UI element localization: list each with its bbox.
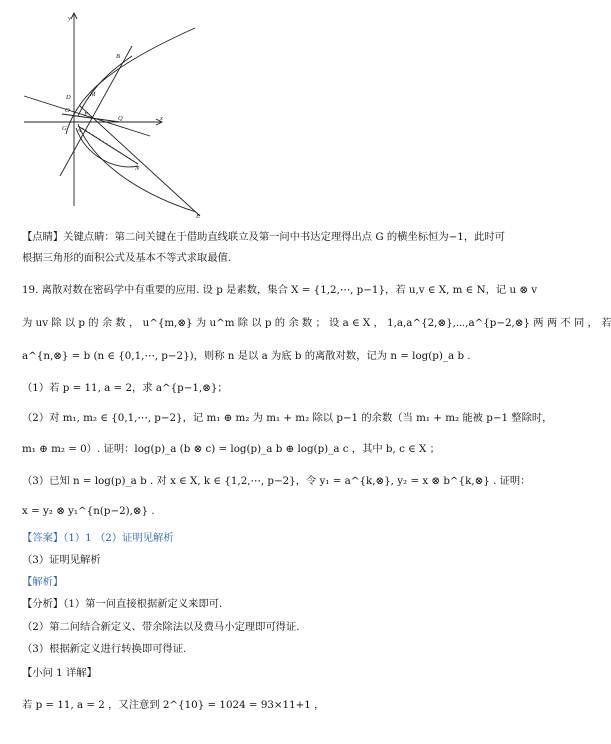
lower-inner-curve [76, 128, 138, 167]
part-2-line-2: m₁ ⊕ m₂ = 0）. 证明：log(p)_a (b ⊗ c) = log(p)_a b ⊕ log(p)_a c ，其中 b, c ∈ X ； [22, 443, 440, 455]
upper-curve [66, 28, 195, 134]
label-b: B [116, 53, 120, 60]
analysis-line-2: （2）第二问结合新定义、带余除法以及费马小定理即可得证. [22, 621, 300, 633]
part-3-line-1: （3）已知 n = log(p)_a b . 对 x ∈ X, k ∈ {1,2,⋯, p−2}，令 y₁ = a^{k,⊗}, y₂ = x ⊗ b^{k,⊗} . 证明： [22, 475, 531, 487]
problem-19-line-1: 19. 离散对数在密码学中有重要的应用. 设 p 是素数，集合 X = {1,2,⋯, p−1}，若 u,v ∈ X, m ∈ N，记 u ⊗ v [22, 284, 538, 296]
dianjing-line-2: 根据三角形的面积公式及基本不等式求取最值. [22, 252, 232, 264]
dianjing-line-1: 【点睛】关键点睛：第二问关键在于借助直线联立及第一问中书达定理得出点 G 的横坐标恒为−1，此时可 [22, 231, 506, 243]
part-3-line-2: x = y₂ ⊗ y₁^{n(p−2),⊗} . [22, 505, 155, 517]
sub-question-1-line-1: 若 p = 11, a = 2 ，又注意到 2^{10} = 1024 = 93×11+1 ， [22, 699, 325, 711]
label-m: M [90, 91, 96, 98]
label-a: A [77, 127, 81, 134]
label-e: E [196, 213, 200, 220]
analysis-line-1: 【分析】（1）第一问直接根据新定义来即可. [22, 598, 223, 610]
label-q: Q [118, 115, 123, 122]
label-x: x [160, 115, 163, 122]
part-1: （1）若 p = 11, a = 2，求 a^{p−1,⊗}； [22, 382, 228, 394]
label-d: D [66, 94, 71, 101]
label-g: G [62, 125, 67, 132]
problem-19-line-2: 为 uv 除 以 p 的 余 数 ， u^{m,⊗} 为 u^m 除 以 p 的 余 数 ； 设 a ∈ X ， 1,a,a^{2,⊗},⋯,a^{p−2,⊗} 两 两 不 同 ， 若 [22, 317, 611, 329]
analysis-line-3: （3）根据新定义进行转换即可得证. [22, 643, 187, 655]
sub-question-1-heading: 【小问 1 详解】 [22, 667, 97, 679]
label-f: F [84, 111, 88, 118]
jiexi-heading: 【解析】 [22, 576, 64, 588]
label-n: N [135, 165, 140, 172]
label-y: y [68, 15, 71, 22]
label-o: O [65, 107, 70, 114]
problem-19-line-3: a^{n,⊗} = b (n ∈ {0,1,⋯, p−2})，则称 n 是以 a 为底 b 的离散对数，记为 n = log(p)_a b . [22, 350, 471, 362]
answer-line: 【答案】（1）1 （2）证明见解析 [22, 532, 174, 544]
geometry-figure [20, 6, 220, 224]
answer-line-2: （3）证明见解析 [22, 554, 101, 566]
part-2-line-1: （2）对 m₁, m₂ ∈ {0,1,⋯, p−2}，记 m₁ ⊕ m₂ 为 m₁ + m₂ 除以 p−1 的余数（当 m₁ + m₂ 能被 p−1 整除时， [22, 412, 553, 424]
line-a-e [80, 106, 200, 216]
